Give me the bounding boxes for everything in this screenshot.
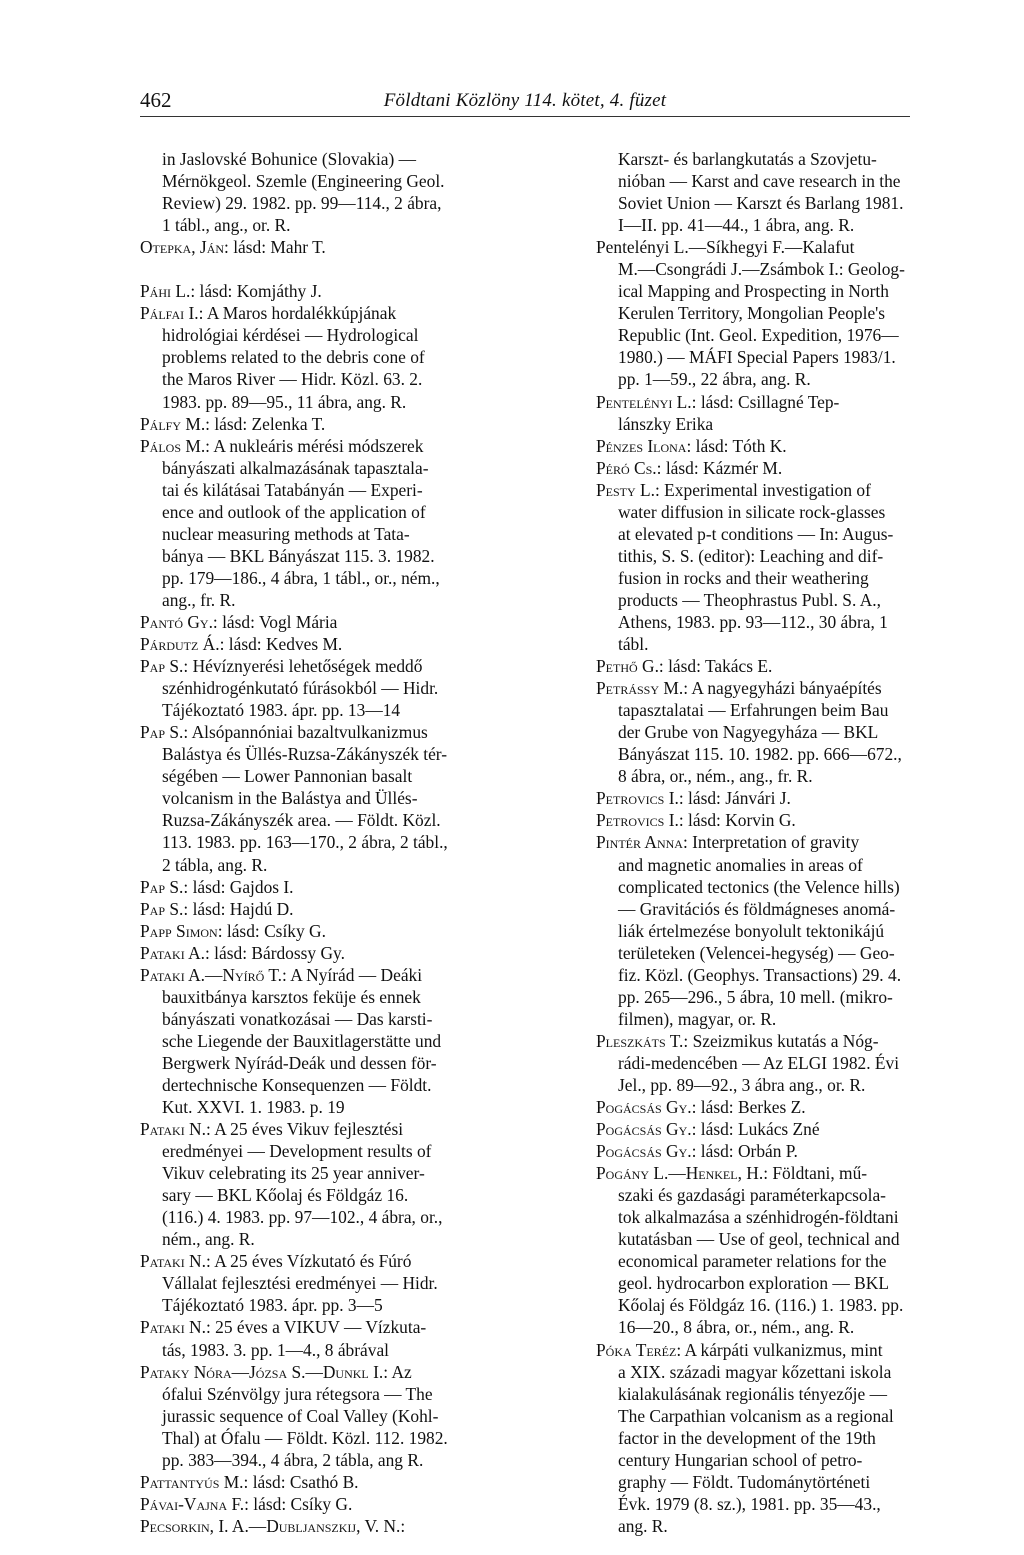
entry-continuation-line: hidrológiai kérdései — Hydrological <box>162 325 419 346</box>
entry-continuation-line: factor in the development of the 19th <box>618 1427 876 1448</box>
entry-heading-line: Pogány L.—Henkel, H.: Földtani, mű- <box>596 1163 868 1184</box>
author-name: Pataki A. <box>140 942 205 963</box>
entry-continuation-line: Kut. XXVI. 1. 1983. p. 19 <box>162 1097 345 1118</box>
entry-continuation-line: bányászati alkalmazásának tapasztala- <box>162 457 429 478</box>
author-name: Pálfai I. <box>140 303 199 324</box>
entry-continuation-line: The Carpathian volcanism as a regional <box>618 1405 894 1426</box>
entry-heading-line: Pap S.: Alsópannóniai bazaltvulkanizmus <box>140 722 428 743</box>
entry-continuation-line: ném., ang. R. <box>162 1229 255 1250</box>
entry-continuation-line: Évk. 1979 (8. sz.), 1981. pp. 35—43., <box>618 1493 881 1514</box>
right-column <box>596 148 980 1537</box>
entry-continuation-line: Ruzsa-Zákányszék area. — Földt. Közl. <box>162 810 441 831</box>
entry-continuation-line: 2 tábla, ang. R. <box>162 854 268 875</box>
running-title: Földtani Közlöny 114. kötet, 4. füzet <box>383 90 667 111</box>
author-name: Pataki N. <box>140 1317 206 1338</box>
author-name: Papp Simon <box>140 920 218 941</box>
entry-continuation-line: 8 ábra, or., ném., ang., fr. R. <box>618 766 813 787</box>
entry-continuation-line: Mérnökgeol. Szemle (Engineering Geol. <box>162 171 445 192</box>
entry-heading-line: Pálfai I.: A Maros hordalékkúpjának <box>140 303 397 324</box>
entry-continuation-line: 16—20., 8 ábra, or., ném., ang. R. <box>618 1317 855 1338</box>
entry-heading-line: Petrovics I.: lásd: Jánvári J. <box>596 788 791 809</box>
author-name: Pataki N. <box>140 1119 206 1140</box>
page-number: 462 <box>140 88 172 112</box>
entry-heading-line: Pap S.: Hévíznyerési lehetőségek meddő <box>140 656 423 677</box>
entry-heading-line: Pataki N.: A 25 éves Vízkutató és Fúró <box>140 1251 412 1272</box>
entry-heading-line: Pataki A.: lásd: Bárdossy Gy. <box>140 942 345 963</box>
entry-continuation-line: bánya — BKL Bányászat 115. 3. 1982. <box>162 545 435 566</box>
entry-continuation-line: Athens, 1983. pp. 93—112., 30 ábra, 1 <box>618 611 888 632</box>
entry-heading-line: Papp Simon: lásd: Csíky G. <box>140 920 326 941</box>
entry-continuation-line: bauxitbánya karsztos feküje és ennek <box>162 986 421 1007</box>
entry-continuation-line: pp. 383—394., 4 ábra, 2 tábla, ang R. <box>162 1449 424 1470</box>
entry-continuation-line: 1980.) — MÁFI Special Papers 1983/1. <box>618 347 896 368</box>
entry-continuation-line: (116.) 4. 1983. pp. 97—102., 4 ábra, or., <box>162 1207 443 1228</box>
entry-heading-line: Petrovics I.: lásd: Korvin G. <box>596 810 796 831</box>
entry-continuation-line: Soviet Union — Karszt és Barlang 1981. <box>618 193 904 214</box>
entry-continuation-line: bányászati vonatkozásai — Das karsti- <box>162 1008 433 1029</box>
entry-heading-line: Péró Cs.: lásd: Kázmér M. <box>596 457 783 478</box>
entry-continuation-line: kutatásban — Use of geol, technical and <box>618 1229 900 1250</box>
entry-continuation-line: a XIX. századi magyar kőzettani iskola <box>618 1361 892 1382</box>
author-name: Párdutz Á. <box>140 634 220 655</box>
entry-heading-line: Pávai-Vajna F.: lásd: Csíky G. <box>140 1493 353 1514</box>
entry-continuation-line: filmen), magyar, or. R. <box>618 1008 777 1029</box>
author-name: Pogány L.—Henkel, H. <box>596 1163 764 1184</box>
entry-continuation-line: jurassic sequence of Coal Valley (Kohl- <box>162 1405 439 1426</box>
entry-heading-line: Pintér Anna: Interpretation of gravity <box>596 832 860 853</box>
author-name: Péró Cs. <box>596 457 657 478</box>
entry-heading-line: Pénzes Ilona: lásd: Tóth K. <box>596 435 787 456</box>
author-name: Pethő G. <box>596 656 659 677</box>
page-header <box>140 88 910 117</box>
author-name: Pogácsás Gy. <box>596 1141 692 1162</box>
author-name: Pentelényi L. <box>596 391 692 412</box>
entry-continuation-line: pp. 179—186., 4 ábra, 1 tábl., or., ném., <box>162 567 440 588</box>
entry-heading-line: Pálos M.: A nukleáris mérési módszerek <box>140 435 424 456</box>
entry-continuation-line: I—II. pp. 41—44., 1 ábra, ang. R. <box>618 215 855 236</box>
entry-continuation-line: der Grube von Nagyegyháza — BKL <box>618 722 879 743</box>
author-name: Pataki A.—Nyírő T. <box>140 964 282 985</box>
entry-heading-line: Pogácsás Gy.: lásd: Lukács Zné <box>596 1119 820 1140</box>
entry-continuation-line: ence and outlook of the application of <box>162 501 426 522</box>
entry-continuation-line: nuclear measuring methods at Tata- <box>162 523 410 544</box>
entry-continuation-line: products — Theophrastus Publ. S. A., <box>618 589 881 610</box>
entry-continuation-line: tábl. <box>618 634 649 655</box>
entry-continuation-line: century Hungarian school of petro- <box>618 1449 863 1470</box>
author-name: Pogácsás Gy. <box>596 1119 692 1140</box>
entry-continuation-line: nióban — Karst and cave research in the <box>618 171 901 192</box>
entry-heading-line: Pesty L.: Experimental investigation of <box>596 479 871 500</box>
entry-heading-line: Pogácsás Gy.: lásd: Berkes Z. <box>596 1097 806 1118</box>
author-name: Pávai-Vajna F. <box>140 1493 245 1514</box>
entry-heading-line: Pataki N.: 25 éves a VIKUV — Vízkuta- <box>140 1317 427 1338</box>
entry-continuation-line: ófalui Szénvölgy jura rétegsora — The <box>162 1383 433 1404</box>
entry-continuation-line: sche Liegende der Bauxitlagerstätte und <box>162 1030 442 1051</box>
author-name: Pecsorkin, I. A.—Dubljanszkij, V. N. <box>140 1515 401 1536</box>
entry-continuation-line: Vikuv celebrating its 25 year anniver- <box>162 1163 425 1184</box>
entry-continuation-line: sary — BKL Kőolaj és Földgáz 16. <box>162 1185 409 1206</box>
entry-heading-line: Pethő G.: lásd: Takács E. <box>596 656 773 677</box>
entry-continuation-line: Bányászat 115. 10. 1982. pp. 666—672., <box>618 744 902 765</box>
entry-continuation-line: Bergwerk Nyírád-Deák und dessen för- <box>162 1052 437 1073</box>
entry-continuation-line: Jel., pp. 89—92., 3 ábra ang., or. R. <box>618 1074 866 1095</box>
entry-heading-line: Páhi L.: lásd: Komjáthy J. <box>140 281 322 302</box>
entry-heading-line: Pleszkáts T.: Szeizmikus kutatás a Nóg- <box>596 1030 879 1051</box>
entry-heading-line: Pentelényi L.—Síkhegyi F.—Kalafut <box>596 237 855 258</box>
entry-heading-line: Pálfy M.: lásd: Zelenka T. <box>140 413 326 434</box>
entry-heading-line: Petrássy M.: A nagyegyházi bányaépítés <box>596 678 882 699</box>
author-name: Pleszkáts T. <box>596 1030 684 1051</box>
entry-heading-line: Pecsorkin, I. A.—Dubljanszkij, V. N.: <box>140 1515 406 1536</box>
author-name: Pataki N. <box>140 1251 206 1272</box>
entry-continuation-line: fiz. Közl. (Geophys. Transactions) 29. 4. <box>618 964 902 985</box>
author-name: Pogácsás Gy. <box>596 1097 692 1118</box>
entry-heading-line: Pataky Nóra—Józsa S.—Dunkl I.: Az <box>140 1361 412 1382</box>
entry-heading-line: Pentelényi L.: lásd: Csillagné Tep- <box>596 391 840 412</box>
author-name: Pap S. <box>140 722 184 743</box>
entry-continuation-line: Karszt- és barlangkutatás a Szovjetu- <box>618 149 877 169</box>
entry-continuation-line: the Maros River — Hidr. Közl. 63. 2. <box>162 369 423 390</box>
entry-continuation-line: problems related to the debris cone of <box>162 347 425 368</box>
entry-continuation-line: in Jaslovské Bohunice (Slovakia) — <box>162 149 417 169</box>
entry-heading-line: Pataki N.: A 25 éves Vikuv fejlesztési <box>140 1119 404 1140</box>
author-name: Pesty L. <box>596 479 655 500</box>
entry-heading-line: Párdutz Á.: lásd: Kedves M. <box>140 634 343 655</box>
author-name: Pap S. <box>140 656 184 677</box>
author-name: Petrássy M. <box>596 678 684 699</box>
entry-heading-line: Póka Teréz: A kárpáti vulkanizmus, mint <box>596 1339 883 1360</box>
entry-continuation-line: ical Mapping and Prospecting in North <box>618 281 889 302</box>
entry-continuation-line: pp. 265—296., 5 ábra, 10 mell. (mikro- <box>618 986 893 1007</box>
entry-continuation-line: pp. 1—59., 22 ábra, ang. R. <box>618 369 811 390</box>
entry-continuation-line: Tájékoztató 1983. ápr. pp. 13—14 <box>162 700 401 721</box>
entry-continuation-line: ang., fr. R. <box>162 589 236 610</box>
entry-heading-line: Pattantyús M.: lásd: Csathó B. <box>140 1471 359 1492</box>
author-name: Pantó Gy. <box>140 611 213 632</box>
entry-continuation-line: Vállalat fejlesztési eredményei — Hidr. <box>162 1273 438 1294</box>
blank-line <box>140 258 545 280</box>
entry-continuation-line: ségében — Lower Pannonian basalt <box>162 766 413 787</box>
entry-continuation-line: Review) 29. 1982. pp. 99—114., 2 ábra, <box>162 193 442 214</box>
author-name: Póka Teréz <box>596 1339 677 1360</box>
entry-continuation-line: at elevated p-t conditions — In: Augus- <box>618 523 894 544</box>
entry-continuation-line: dertechnische Konsequenzen — Földt. <box>162 1074 432 1095</box>
entry-continuation-line: liák értelmezése bonyolult tektonikájú <box>618 920 885 941</box>
entry-continuation-line: geol. hydrocarbon exploration — BKL <box>618 1273 889 1294</box>
entry-continuation-line: complicated tectonics (the Velence hills) <box>618 876 900 897</box>
author-name: Pálfy M. <box>140 413 206 434</box>
entry-continuation-line: lánszky Erika <box>618 413 714 434</box>
author-name: Páhi L. <box>140 281 191 302</box>
entry-heading-line: Pap S.: lásd: Gajdos I. <box>140 876 294 897</box>
left-column <box>140 148 545 1537</box>
entry-continuation-line: kialakulásának regionális tényezője — <box>618 1383 887 1404</box>
entry-continuation-line: szénhidrogénkutató fúrásokból — Hidr. <box>162 678 439 699</box>
entry-continuation-line: water diffusion in silicate rock-glasses <box>618 501 886 522</box>
entry-continuation-line: M.—Csongrádi J.—Zsámbok I.: Geolog- <box>618 259 905 280</box>
author-name: Pintér Anna <box>596 832 683 853</box>
entry-continuation-line: and magnetic anomalies in areas of <box>618 854 863 875</box>
entry-continuation-line: 1983. pp. 89—95., 11 ábra, ang. R. <box>162 391 407 412</box>
entry-continuation-line: fusion in rocks and their weathering <box>618 567 869 588</box>
author-name: Petrovics I. <box>596 788 679 809</box>
entry-continuation-line: ang. R. <box>618 1515 668 1536</box>
author-name: Pattantyús M. <box>140 1471 244 1492</box>
author-name: Pap S. <box>140 876 184 897</box>
entry-heading-line: Pataki A.—Nyírő T.: A Nyírád — Deáki <box>140 964 423 985</box>
author-name: Pálos M. <box>140 435 206 456</box>
entry-continuation-line: eredményei — Development results of <box>162 1141 432 1162</box>
author-name: Pataky Nóra—Józsa S.—Dunkl I. <box>140 1361 384 1382</box>
entry-continuation-line: graphy — Földt. Tudománytörténeti <box>618 1471 871 1492</box>
entry-heading-line: Otepka, Ján: lásd: Mahr T. <box>140 237 326 258</box>
entry-continuation-line: Tájékoztató 1983. ápr. pp. 3—5 <box>162 1295 383 1316</box>
entry-continuation-line: Kőolaj és Földgáz 16. (116.) 1. 1983. pp. <box>618 1295 904 1316</box>
author-name: Pénzes Ilona <box>596 435 687 456</box>
entry-continuation-line: Kerulen Territory, Mongolian People's <box>618 303 886 324</box>
entry-heading-line: Pap S.: lásd: Hajdú D. <box>140 898 294 919</box>
author-name: Otepka, Ján <box>140 237 225 258</box>
author-name: Pap S. <box>140 898 184 919</box>
entry-continuation-line: — Gravitációs és földmágneses anomá- <box>618 898 896 919</box>
entry-heading-line: Pantó Gy.: lásd: Vogl Mária <box>140 611 338 632</box>
author-name: Petrovics I. <box>596 810 679 831</box>
entry-continuation-line: tapasztalatai — Erfahrungen beim Bau <box>618 700 889 721</box>
entry-continuation-line: Republic (Int. Geol. Expedition, 1976— <box>618 325 899 346</box>
entry-continuation-line: economical parameter relations for the <box>618 1251 887 1272</box>
entry-continuation-line: 1 tábl., ang., or. R. <box>162 215 291 236</box>
entry-continuation-line: volcanism in the Balástya and Üllés- <box>162 788 418 809</box>
entry-continuation-line: rádi-medencében — Az ELGI 1982. Évi <box>618 1052 900 1073</box>
entry-continuation-line: tás, 1983. 3. pp. 1—4., 8 ábrával <box>162 1339 390 1360</box>
entry-continuation-line: tai és kilátásai Tatabányán — Experi- <box>162 479 423 500</box>
entry-continuation-line: tithis, S. S. (editor): Leaching and dif- <box>618 545 884 566</box>
entry-continuation-line: Balástya és Üllés-Ruzsa-Zákányszék tér- <box>162 744 448 765</box>
entry-continuation-line: szaki és gazdasági paraméterkapcsola- <box>618 1185 886 1206</box>
entry-continuation-line: tok alkalmazása a szénhidrogén-földtani <box>618 1207 899 1228</box>
entry-heading-line: Pogácsás Gy.: lásd: Orbán P. <box>596 1141 798 1162</box>
entry-continuation-line: Thal) at Ófalu — Földt. Közl. 112. 1982. <box>162 1427 448 1448</box>
entry-continuation-line: 113. 1983. pp. 163—170., 2 ábra, 2 tábl., <box>162 832 448 853</box>
entry-continuation-line: területeken (Velencei-hegység) — Geo- <box>618 942 895 963</box>
